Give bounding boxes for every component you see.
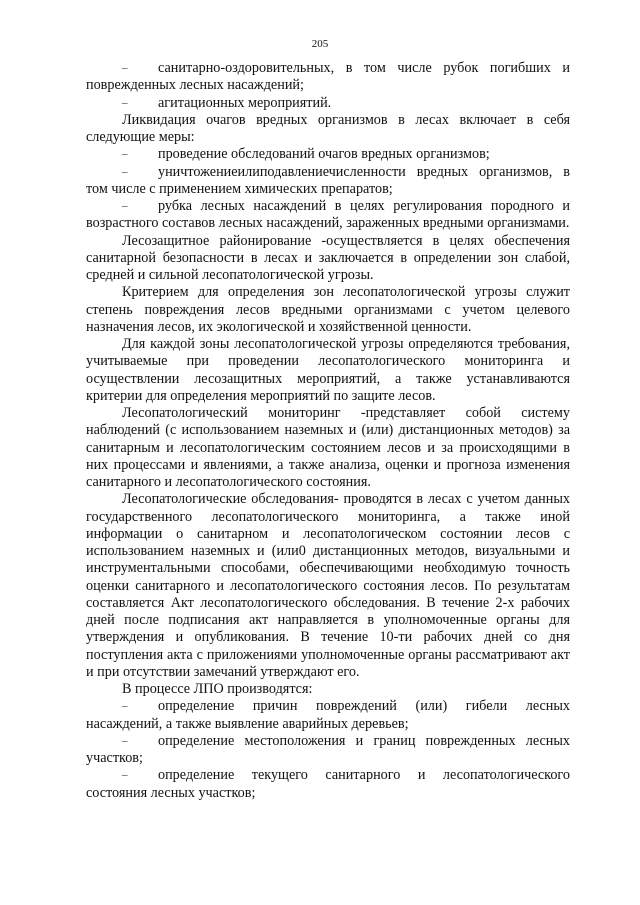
list-item — [86, 767, 570, 802]
paragraph: Ликвидация очагов вредных организмов в лесах включает в себя следующие меры: — [86, 111, 570, 145]
list-item — [86, 95, 570, 112]
list-dash: – — [122, 700, 128, 713]
list-item-text: проведение обследований очагов вредных организмов; — [158, 146, 490, 163]
list-dash: – — [122, 200, 128, 212]
list-item — [86, 164, 570, 199]
paragraph: В процессе ЛПО производятся: — [122, 681, 313, 697]
list-item — [86, 698, 570, 733]
paragraph: Лесопатологический мониторинг -представляет собой систему наблюдений (с использованием наземных и (или) дистанционных методов) за санитарным и лесопатологическим состоянием лесов и за происходящими в них процессами и явлениями, а также анализа, оценки и прогноза изменения санитарного и лесопатологического состояния. — [86, 405, 570, 490]
list-item-text: определение причин повреждений (или) гибели лесных насаждений, а также выявление аварийных деревьев; — [86, 698, 570, 732]
list-item — [86, 733, 570, 768]
list-dash: – — [122, 734, 128, 747]
paragraph: Для каждой зоны лесопатологической угрозы определяются требования, учитываемые при проведении лесопатологического мониторинга и осуществлении лесозащитных мероприятий, а также устанавливаются критерии для определения мероприятий по защите лесов. — [86, 336, 570, 404]
list-dash: – — [122, 165, 128, 178]
list-item-text: рубка лесных насаждений в целях регулирования породного и возрастного составов лесных насаждений, зараженных вредными организмами. — [86, 198, 570, 232]
list-dash: – — [122, 769, 128, 782]
list-item-text: агитационных мероприятий. — [158, 94, 332, 111]
list-item — [86, 60, 570, 95]
list-item-text: санитарно-оздоровительных, в том числе рубок погибших и поврежденных лесных насаждений; — [86, 60, 570, 94]
list-dash: – — [122, 96, 128, 109]
list-item — [86, 146, 570, 163]
paragraph: Критерием для определения зон лесопатологической угрозы служит степень повреждения лесов вредными организмами с учетом целевого назначения лесов, их экологической и хозяйственной ценности. — [86, 284, 570, 335]
paragraph: Лесопатологические обследования- проводятся в лесах с учетом данных государственного лесопатологического мониторинга, а также иной информации о санитарном и лесопатологическом состоянии лесов с использованием наземных и (или0 дистанционных методов, визуальными и инструментальными способами, обеспечивающими необходимую точность оценки санитарного и лесопатологического состояния лесов. По результатам составляется Акт лесопатологического обследования. В течение 2-х рабочих дней после подписания акт направляется в уполномоченные органы для утверждения и опубликования. В течение 10-ти рабочих дней со дня поступления акта с приложениями уполномоченные органы рассматривают акт и при отсутствии замечаний утверждают его. — [86, 491, 570, 680]
page-content — [86, 60, 570, 802]
list-dash: – — [122, 148, 128, 161]
list-item-text: определение местоположения и границ поврежденных лесных участков; — [86, 732, 570, 766]
list-item-text: уничтожениеилиподавлениечисленности вредных организмов, в том числе с применением химических препаратов; — [86, 163, 570, 197]
list-item-text: определение текущего санитарного и лесопатологического состояния лесных участков; — [86, 767, 570, 801]
list-dash: – — [122, 62, 128, 74]
paragraph: Лесозащитное районирование -осуществляется в целях обеспечения санитарной безопасности в лесах и заключается в определении зон слабой, средней и сильной лесопатологической угрозы. — [86, 232, 570, 283]
page-number: 205 — [311, 38, 329, 50]
list-item — [86, 198, 570, 233]
